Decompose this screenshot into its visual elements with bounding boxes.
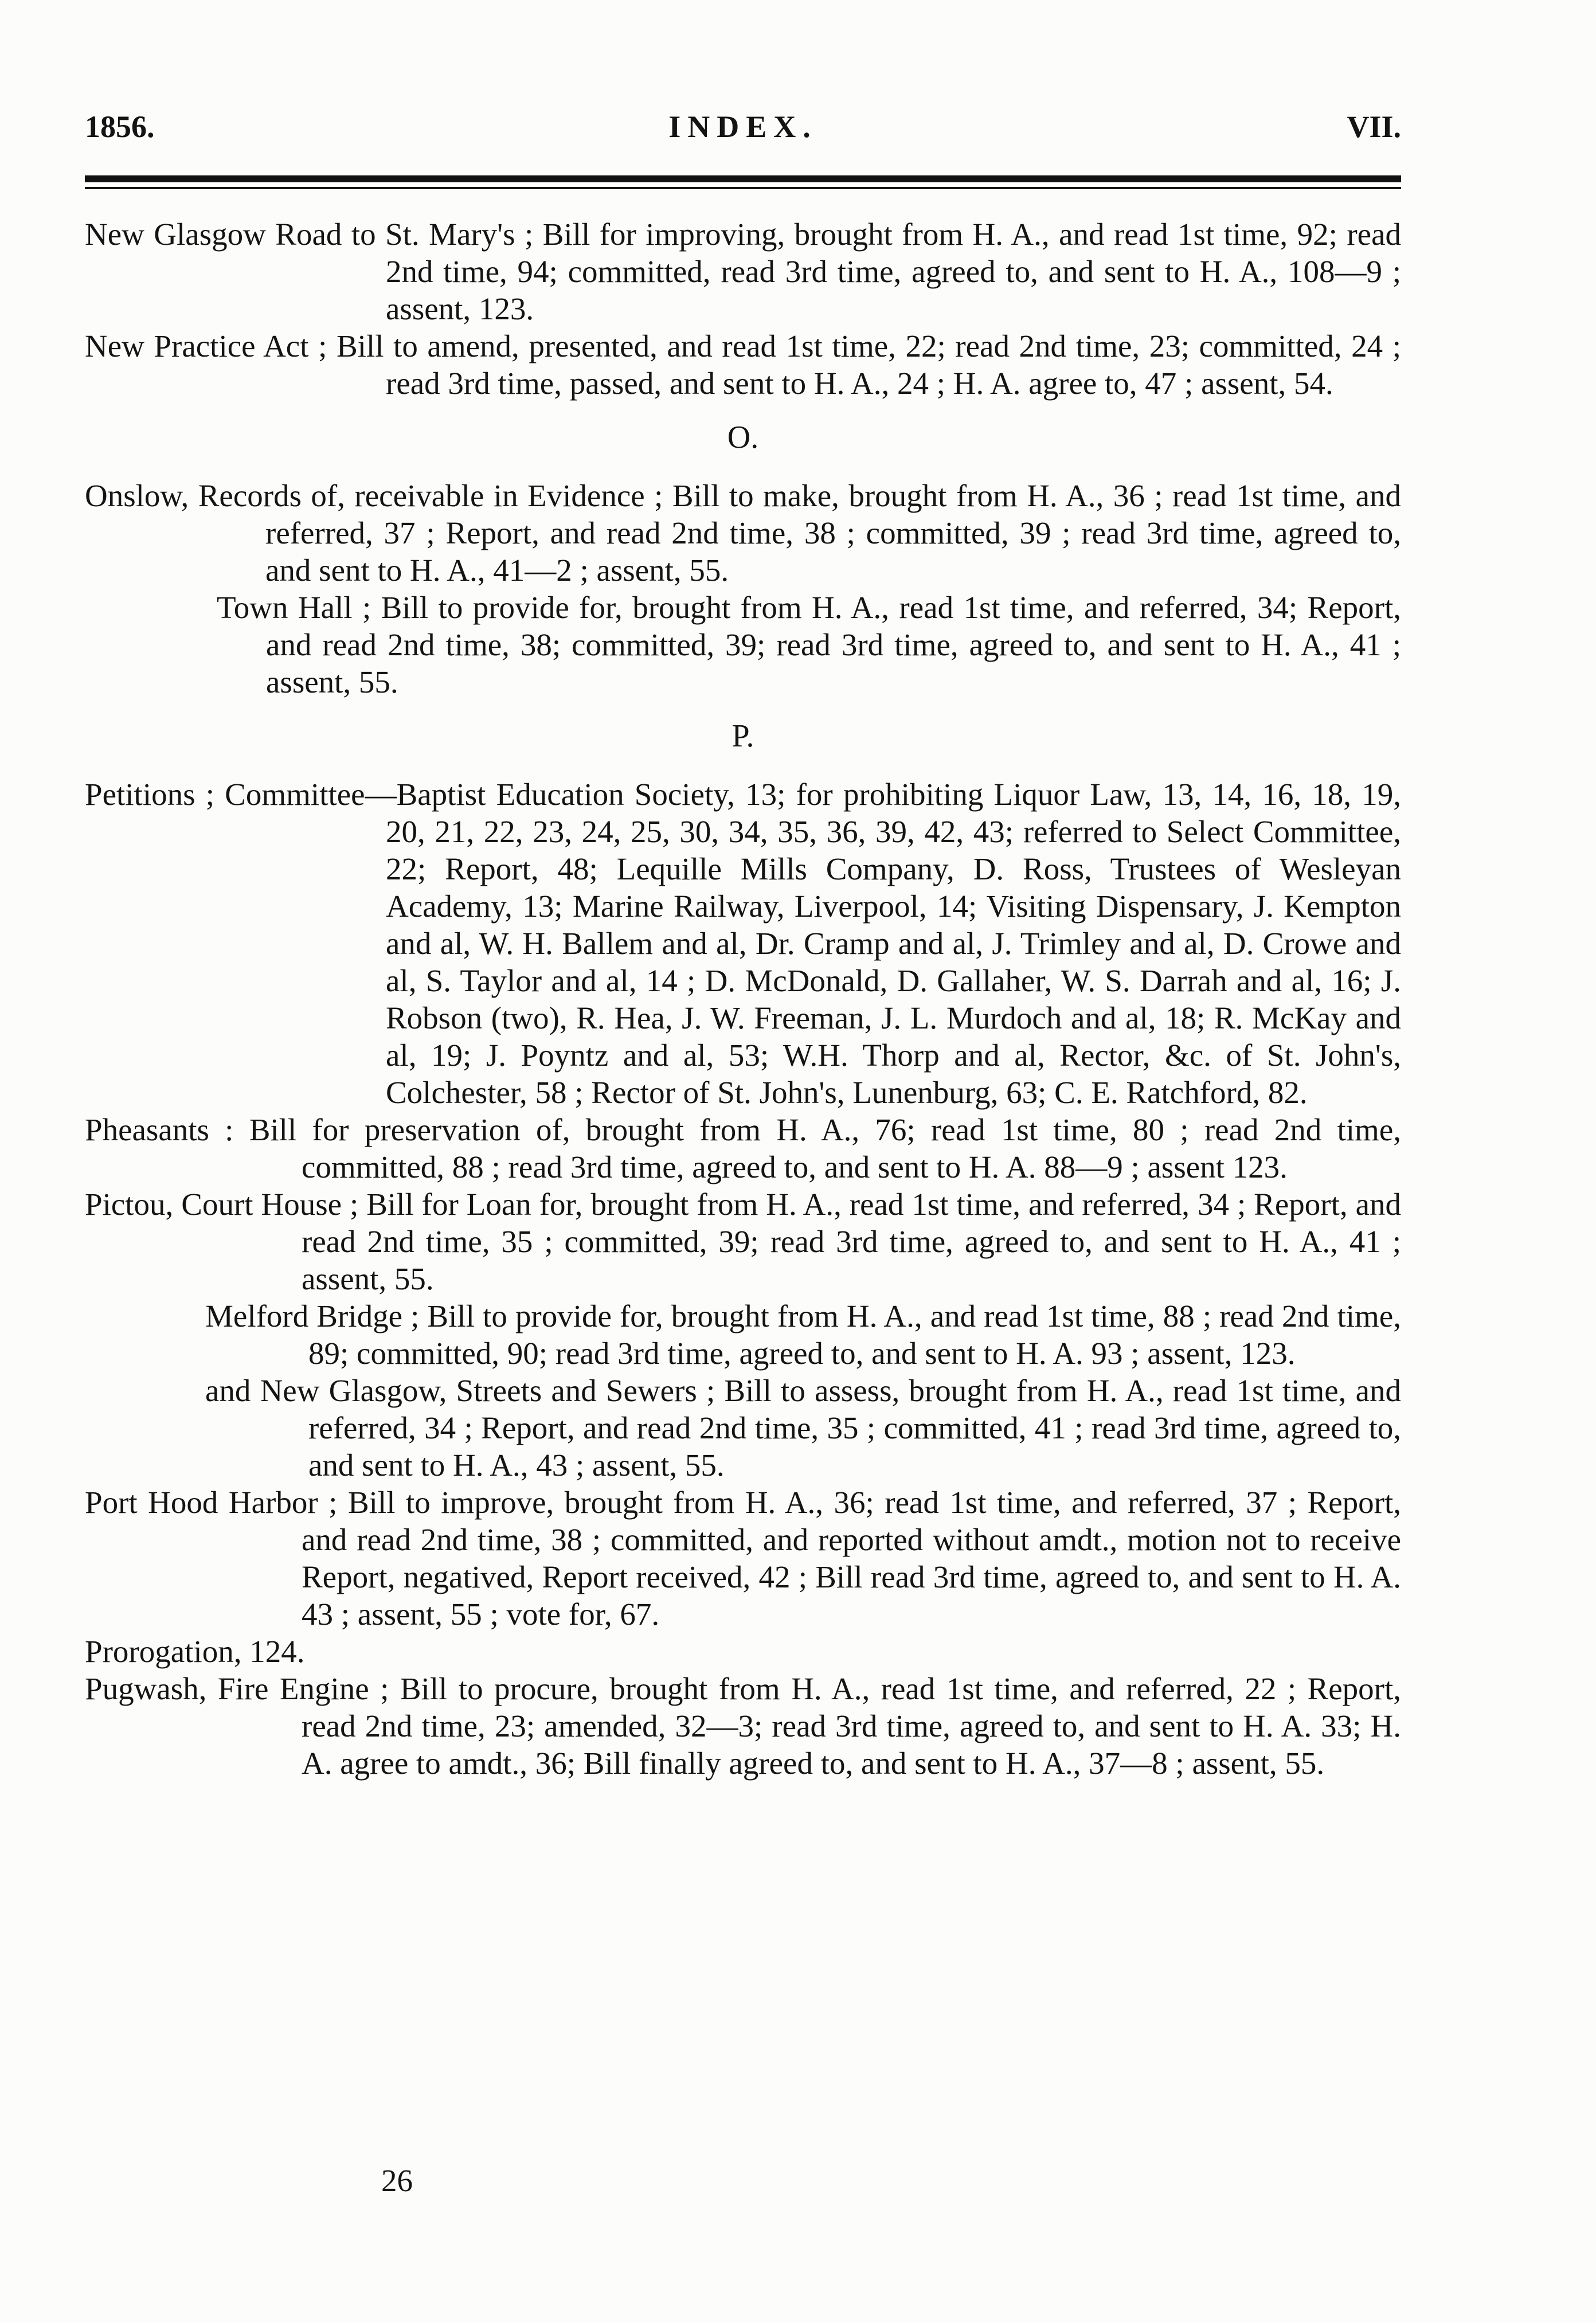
index-entry-prorogation: Prorogation, 124. — [85, 1634, 305, 1669]
section-heading-o: O. — [727, 420, 759, 455]
index-body — [85, 216, 1401, 1782]
index-entry-port-hood-harbor: Port Hood Harbor ; Bill to improve, brought from H. A., 36; read 1st time, and referred, 37 ; Report, and read 2nd time, 38 ; committed, and reported without amdt., motion not to receive Report, negatived, Report received, 42 ; Bill read 3rd time, agreed to, and sent to H. A. 43 ; assent, 55 ; vote for, 67. — [85, 1485, 1401, 1632]
index-entry-pheasants: Pheasants : Bill for preservation of, brought from H. A., 76; read 1st time, 80 ; read 2nd time, committed, 88 ; read 3rd time, agreed to, and sent to H. A. 88—9 ; assent 123. — [85, 1112, 1401, 1184]
header-rule-thick — [85, 175, 1401, 182]
section-heading-p: P. — [732, 718, 754, 754]
signature-mark: 26 — [381, 2163, 413, 2198]
header-page-number: VII. — [1347, 109, 1401, 144]
page-header — [85, 109, 1401, 155]
header-rule-thin — [85, 187, 1401, 189]
header-year: 1856. — [85, 109, 155, 144]
index-entry-onslow-records: Onslow, Records of, receivable in Evidence ; Bill to make, brought from H. A., 36 ; read 1st time, and referred, 37 ; Report, and read 2nd time, 38 ; committed, 39 ; read 3rd time, agreed to, and sent to H. A., 41—2 ; assent, 55. — [85, 478, 1401, 588]
index-entry-new-practice-act: New Practice Act ; Bill to amend, presented, and read 1st time, 22; read 2nd time, 23; committed, 24 ; read 3rd time, passed, and sent to H. A., 24 ; H. A. agree to, 47 ; assent, 54. — [85, 328, 1401, 401]
index-entry-pictou-court-house: Pictou, Court House ; Bill for Loan for, brought from H. A., read 1st time, and referred, 34 ; Report, and read 2nd time, 35 ; committed, 39; read 3rd time, agreed to, and sent to H. A., 41 ; assent, 55. — [85, 1187, 1401, 1296]
index-subentry-new-glasgow-streets: and New Glasgow, Streets and Sewers ; Bill to assess, brought from H. A., read 1st time, and referred, 34 ; Report, and read 2nd time, 35 ; committed, 41 ; read 3rd time, agreed to, and sent to H. A., 43 ; assent, 55. — [205, 1373, 1401, 1483]
index-entry-petitions: Petitions ; Committee—Baptist Education Society, 13; for prohibiting Liquor Law, 13, 14, 16, 18, 19, 20, 21, 22, 23, 24, 25, 30, 34, 35, 36, 39, 42, 43; referred to Select Committee, 22; Report, 48; Lequille Mills Company, D. Ross, Trustees of Wesleyan Academy, 13; Marine Railway, Liverpool, 14; Visiting Dispensary, J. Kempton and al, W. H. Ballem and al, Dr. Cramp and al, J. Trimley and al, D. Crowe and al, S. Taylor and al, 14 ; D. McDonald, D. Gallaher, W. S. Darrah and al, 16; J. Robson (two), R. Hea, J. W. Freeman, J. L. Murdoch and al, 18; R. McKay and al, 19; J. Poyntz and al, 53; W.H. Thorp and al, Rector, &c. of St. John's, Colchester, 58 ; Rector of St. John's, Lunenburg, 63; C. E. Ratchford, 82. — [85, 777, 1401, 1110]
index-subentry-onslow-town-hall: Town Hall ; Bill to provide for, brought from H. A., read 1st time, and referred, 34; Report, and read 2nd time, 38; committed, 39; read 3rd time, agreed to, and sent to H. A., 41 ; assent, 55. — [217, 590, 1401, 699]
index-subentry-melford-bridge: Melford Bridge ; Bill to provide for, brought from H. A., and read 1st time, 88 ; read 2nd time, 89; committed, 90; read 3rd time, agreed to, and sent to H. A. 93 ; assent, 123. — [205, 1299, 1401, 1371]
index-entry-pugwash-fire-engine: Pugwash, Fire Engine ; Bill to procure, brought from H. A., read 1st time, and referred, 22 ; Report, read 2nd time, 23; amended, 32—3; read 3rd time, agreed to, and sent to H. A. 33; H. A. agree to amdt., 36; Bill finally agreed to, and sent to H. A., 37—8 ; assent, 55. — [85, 1671, 1401, 1781]
header-title: INDEX. — [668, 109, 817, 144]
index-entry-new-glasgow-road: New Glasgow Road to St. Mary's ; Bill for improving, brought from H. A., and read 1st time, 92; read 2nd time, 94; committed, read 3rd time, agreed to, and sent to H. A., 108—9 ; assent, 123. — [85, 217, 1401, 326]
